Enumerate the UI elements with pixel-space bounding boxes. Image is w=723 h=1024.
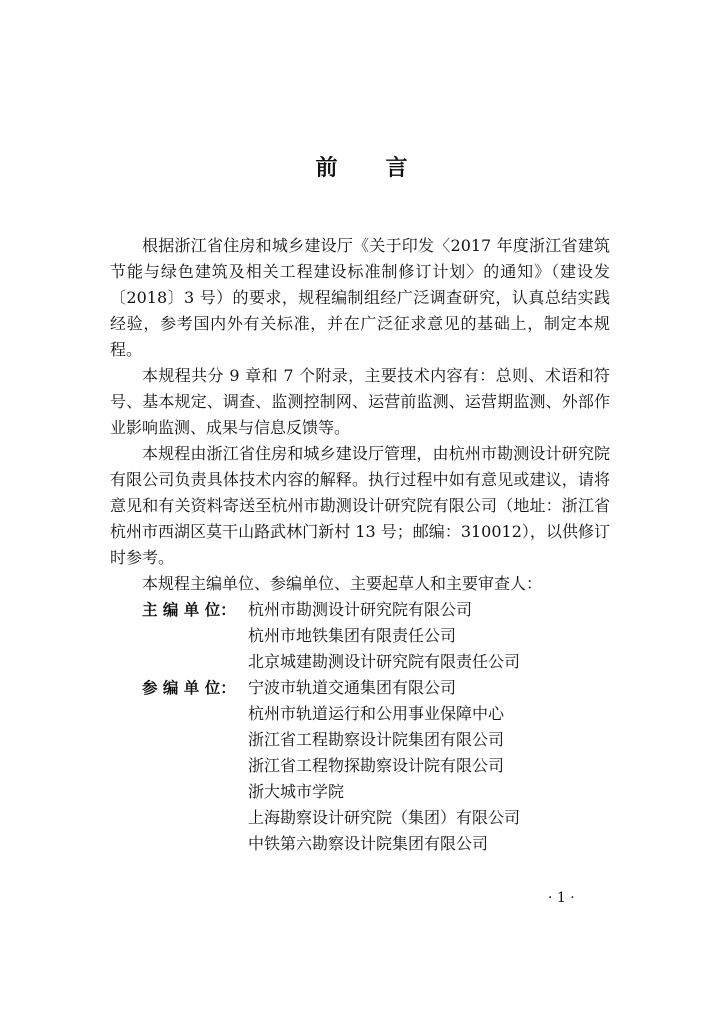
participating-units-group: [110, 675, 610, 857]
units-section: [110, 597, 610, 857]
chief-unit-item: 北京城建勘测设计研究院有限责任公司: [248, 652, 521, 671]
participating-unit-item: 中铁第六勘察设计院集团有限公司: [248, 834, 489, 853]
chief-unit-item: 杭州市勘测设计研究院有限公司: [248, 600, 473, 619]
participating-units-label: 参 编 单 位：: [142, 679, 236, 697]
participating-units-list: [248, 675, 610, 857]
participating-unit-item: 宁波市轨道交通集团有限公司: [248, 678, 457, 697]
paragraph-basis: 根据浙江省住房和城乡建设厅《关于印发〈2017 年度浙江省建筑节能与绿色建筑及相关工程建设标准制修订计划〉的通知》（建设发〔2018〕3 号）的要求，规程编制组经广泛调查研究，认真总结实践经验，参考国内外有关标准，并在广泛征求意见的基础上，制定本规程。: [110, 236, 610, 359]
page-title-part-2: 言: [385, 156, 408, 181]
page-title: [0, 155, 723, 183]
document-body: [110, 233, 610, 857]
chief-units-label: 主 编 单 位：: [142, 601, 236, 619]
participating-unit-item: 上海勘察设计研究院（集团）有限公司: [248, 808, 521, 827]
paragraph-management: 本规程由浙江省住房和城乡建设厅管理，由杭州市勘测设计研究院有限公司负责具体技术内容的解释。执行过程中如有意见或建议，请将意见和有关资料寄送至杭州市勘测设计研究院有限公司（地址：浙江省杭州市西湖区莫干山路武林门新村 13 号；邮编：310012），以供修订时参考。: [110, 444, 610, 567]
participating-unit-item: 杭州市轨道运行和公用事业保障中心: [248, 704, 505, 723]
chief-units-group: [110, 597, 610, 675]
participating-unit-item: 浙江省工程物探勘察设计院有限公司: [248, 756, 505, 775]
paragraph-content-summary: 本规程共分 9 章和 7 个附录，主要技术内容有：总则、术语和符号、基本规定、调查、监测控制网、运营前监测、运营期监测、外部作业影响监测、成果与信息反馈等。: [110, 366, 610, 437]
page-title-part-1: 前: [315, 156, 338, 181]
chief-units-list: [248, 597, 610, 675]
participating-unit-item: 浙大城市学院: [248, 782, 345, 801]
page-number: · 1 ·: [548, 890, 575, 906]
chief-unit-item: 杭州市地铁集团有限责任公司: [248, 626, 457, 645]
participating-unit-item: 浙江省工程勘察设计院集团有限公司: [248, 730, 505, 749]
paragraph-units-intro: 本规程主编单位、参编单位、主要起草人和主要审查人：: [142, 574, 543, 593]
